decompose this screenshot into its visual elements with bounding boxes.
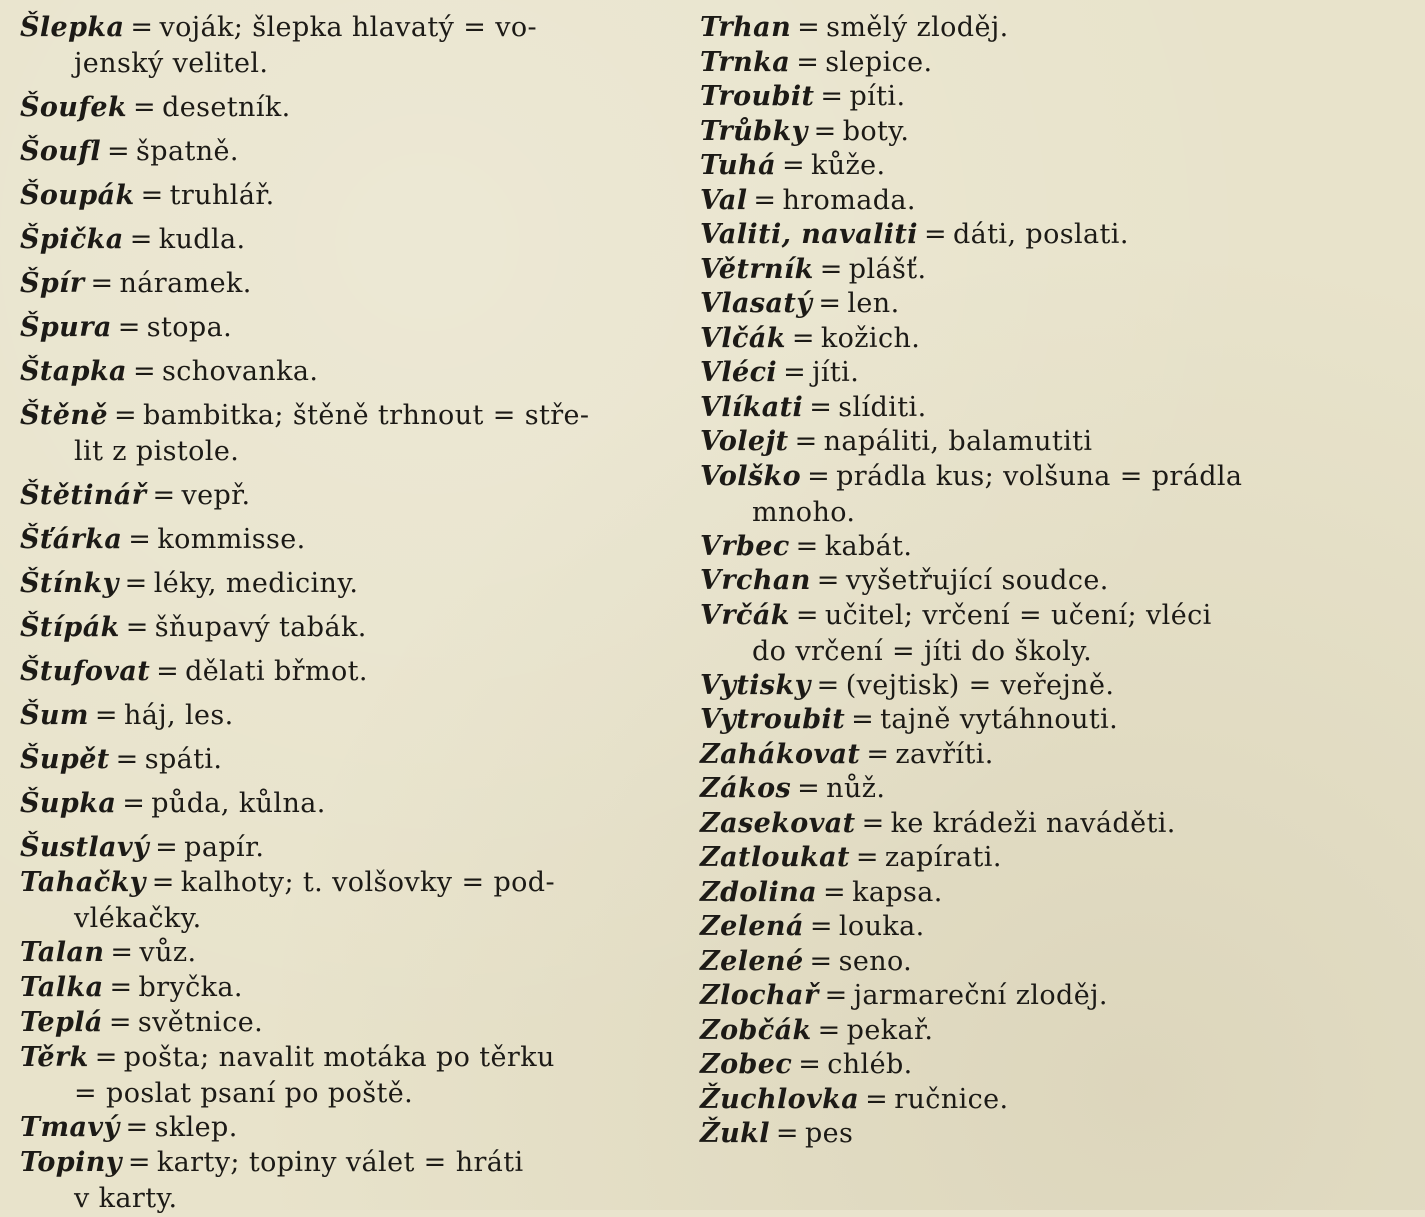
entry-definition: jarmareční zloděj. bbox=[853, 980, 1108, 1011]
entry-definition: napáliti, balamutiti bbox=[823, 426, 1093, 457]
glossary-entry bbox=[20, 134, 660, 178]
equals-sign: = bbox=[866, 738, 890, 770]
equals-sign: = bbox=[133, 92, 157, 123]
equals-sign: = bbox=[796, 46, 820, 78]
entry-definition: kapsa. bbox=[852, 876, 943, 908]
equals-sign: = bbox=[819, 253, 843, 285]
equals-sign: = bbox=[851, 704, 875, 735]
entry-term: Tahačky bbox=[20, 867, 146, 898]
entry-definition: schovanka. bbox=[161, 356, 319, 387]
entry-term: Trůbky bbox=[700, 115, 808, 147]
entry-term: Talan bbox=[20, 937, 105, 968]
glossary-entry bbox=[20, 654, 660, 698]
entry-term: Volško bbox=[700, 460, 802, 492]
equals-sign: = bbox=[797, 773, 821, 804]
entry-term: Šupka bbox=[20, 788, 117, 819]
entry-definition: truhlář. bbox=[169, 180, 275, 211]
entry-definition: léky, mediciny. bbox=[153, 568, 359, 599]
entry-term: Zelená bbox=[700, 911, 804, 942]
glossary-entry bbox=[700, 529, 1400, 564]
entry-definition: seno. bbox=[838, 945, 913, 977]
glossary-entry bbox=[20, 830, 660, 865]
equals-sign: = bbox=[791, 322, 815, 354]
equals-sign: = bbox=[140, 180, 164, 211]
glossary-entry bbox=[700, 148, 1400, 183]
entry-definition: náramek. bbox=[119, 268, 252, 299]
entry-definition: tajně vytáhnouti. bbox=[880, 704, 1119, 735]
equals-sign: = bbox=[794, 426, 818, 457]
entry-definition: kommisse. bbox=[157, 524, 306, 555]
entry-term: Šťárka bbox=[20, 524, 123, 555]
entry-term: Teplá bbox=[20, 1007, 103, 1038]
entry-definition: kalhoty; t. volšovky = pod- bbox=[180, 867, 555, 898]
glossary-entry bbox=[20, 566, 660, 610]
entry-definition: dělati břmot. bbox=[185, 656, 368, 687]
equals-sign: = bbox=[152, 480, 176, 511]
glossary-entry bbox=[700, 563, 1400, 598]
glossary-entry bbox=[700, 286, 1400, 321]
entry-definition: pes bbox=[804, 1118, 854, 1149]
glossary-entry bbox=[20, 1005, 660, 1040]
entry-definition: len. bbox=[847, 288, 900, 319]
entry-term: Vytroubit bbox=[700, 704, 846, 735]
glossary-entry bbox=[700, 702, 1400, 737]
entry-term: Šoufek bbox=[20, 92, 128, 123]
equals-sign: = bbox=[797, 12, 821, 43]
glossary-entry bbox=[700, 355, 1400, 390]
entry-term: Vrbec bbox=[700, 530, 790, 562]
glossary-entry bbox=[20, 1110, 660, 1145]
equals-sign: = bbox=[809, 945, 833, 977]
entry-term: Zatloukat bbox=[700, 842, 850, 873]
entry-definition: jíti. bbox=[812, 357, 860, 388]
glossary-entry bbox=[20, 935, 660, 970]
entry-term: Šoupák bbox=[20, 180, 135, 211]
entry-definition: bryčka. bbox=[138, 972, 243, 1003]
entry-definition: zavříti. bbox=[895, 738, 994, 770]
glossary-entry bbox=[20, 698, 660, 742]
glossary-entry bbox=[700, 459, 1400, 529]
entry-term: Těrk bbox=[20, 1042, 89, 1073]
equals-sign: = bbox=[775, 1118, 799, 1149]
glossary-entry bbox=[20, 266, 660, 310]
glossary-entry bbox=[700, 390, 1400, 425]
entry-definition: kudla. bbox=[158, 224, 246, 255]
entry-term: Vrchan bbox=[700, 565, 811, 596]
equals-sign: = bbox=[816, 565, 840, 596]
entry-term: Štěně bbox=[20, 400, 108, 431]
glossary-entry bbox=[20, 10, 660, 90]
entry-continuation: do vrčení = jíti do školy. bbox=[752, 635, 1093, 667]
entry-definition: šňupavý tabák. bbox=[154, 612, 367, 643]
entry-term: Val bbox=[700, 184, 748, 216]
glossary-entry bbox=[700, 183, 1400, 218]
entry-term: Valiti, navaliti bbox=[700, 219, 918, 250]
glossary-entry bbox=[700, 1013, 1400, 1048]
entry-definition: vepř. bbox=[181, 480, 251, 511]
entry-term: Troubit bbox=[700, 81, 815, 112]
equals-sign: = bbox=[122, 788, 146, 819]
entry-definition: karty; topiny válet = hráti bbox=[156, 1147, 524, 1178]
entry-definition: stopa. bbox=[146, 312, 233, 343]
entry-term: Žukl bbox=[700, 1118, 770, 1149]
entry-definition: kůže. bbox=[811, 150, 886, 181]
equals-sign: = bbox=[94, 700, 118, 731]
left-entry-list bbox=[20, 10, 660, 1215]
entry-definition: bambitka; štěně trhnout = stře- bbox=[143, 400, 590, 431]
entry-term: Špura bbox=[20, 312, 112, 343]
entry-definition: prádla kus; volšuna = prádla bbox=[836, 460, 1243, 492]
entry-term: Štípák bbox=[20, 612, 120, 643]
equals-sign: = bbox=[125, 612, 149, 643]
entry-term: Vytisky bbox=[700, 669, 811, 701]
glossary-entry bbox=[20, 178, 660, 222]
entry-definition: louka. bbox=[838, 911, 925, 942]
equals-sign: = bbox=[861, 807, 885, 839]
entry-term: Vléci bbox=[700, 357, 778, 388]
glossary-entry bbox=[700, 321, 1400, 356]
entry-term: Zahákovat bbox=[700, 738, 861, 770]
glossary-entry bbox=[700, 771, 1400, 806]
entry-term: Štětinář bbox=[20, 480, 147, 511]
equals-sign: = bbox=[124, 568, 148, 599]
entry-term: Zákos bbox=[700, 773, 792, 804]
equals-sign: = bbox=[817, 1014, 841, 1046]
entry-term: Šupět bbox=[20, 744, 110, 775]
entry-definition: vyšetřující soudce. bbox=[845, 565, 1109, 596]
glossary-entry bbox=[700, 737, 1400, 772]
entry-definition: dáti, poslati. bbox=[953, 219, 1129, 250]
entry-continuation: jenský velitel. bbox=[74, 48, 269, 79]
entry-term: Špír bbox=[20, 268, 85, 299]
right-column bbox=[700, 10, 1400, 1151]
left-column bbox=[20, 10, 660, 1215]
glossary-entry bbox=[700, 875, 1400, 910]
entry-definition: píti. bbox=[849, 81, 906, 112]
equals-sign: = bbox=[90, 268, 114, 299]
equals-sign: = bbox=[783, 357, 807, 388]
glossary-entry bbox=[20, 1040, 660, 1110]
entry-definition: kabát. bbox=[824, 530, 913, 562]
entry-continuation: v karty. bbox=[74, 1183, 178, 1214]
equals-sign: = bbox=[795, 599, 819, 631]
equals-sign: = bbox=[807, 460, 831, 492]
entry-term: Tuhá bbox=[700, 150, 776, 181]
entry-term: Vlasatý bbox=[700, 288, 813, 319]
entry-definition: slepice. bbox=[825, 46, 933, 78]
entry-term: Zdolina bbox=[700, 876, 818, 908]
entry-definition: (vejtisk) = veřejně. bbox=[845, 669, 1115, 701]
glossary-entry bbox=[700, 978, 1400, 1013]
entry-definition: pekař. bbox=[846, 1014, 934, 1046]
equals-sign: = bbox=[818, 288, 842, 319]
equals-sign: = bbox=[125, 1112, 149, 1143]
entry-term: Zobec bbox=[700, 1049, 793, 1080]
entry-term: Topiny bbox=[20, 1147, 122, 1178]
entry-definition: kožich. bbox=[820, 322, 921, 354]
entry-term: Šum bbox=[20, 700, 89, 731]
entry-term: Talka bbox=[20, 972, 104, 1003]
entry-definition: háj, les. bbox=[123, 700, 234, 731]
equals-sign: = bbox=[113, 400, 137, 431]
entry-term: Zasekovat bbox=[700, 807, 856, 839]
entry-term: Špička bbox=[20, 224, 124, 255]
entry-definition: chléb. bbox=[827, 1049, 913, 1080]
entry-definition: pošta; navalit motáka po těrku bbox=[123, 1042, 555, 1073]
entry-continuation: mnoho. bbox=[752, 496, 856, 528]
glossary-entry bbox=[20, 222, 660, 266]
entry-term: Štapka bbox=[20, 356, 127, 387]
glossary-entry bbox=[700, 944, 1400, 979]
glossary-entry bbox=[20, 90, 660, 134]
entry-definition: spáti. bbox=[144, 744, 223, 775]
entry-term: Volejt bbox=[700, 426, 789, 457]
entry-definition: ručnice. bbox=[894, 1083, 1009, 1115]
equals-sign: = bbox=[865, 1083, 889, 1115]
equals-sign: = bbox=[816, 669, 840, 701]
equals-sign: = bbox=[809, 391, 833, 423]
entry-term: Šustlavý bbox=[20, 832, 150, 863]
equals-sign: = bbox=[127, 1147, 151, 1178]
entry-definition: půda, kůlna. bbox=[151, 788, 326, 819]
entry-definition: hromada. bbox=[782, 184, 916, 216]
equals-sign: = bbox=[781, 150, 805, 181]
equals-sign: = bbox=[753, 184, 777, 216]
glossary-entry bbox=[700, 909, 1400, 944]
equals-sign: = bbox=[809, 911, 833, 942]
glossary-entry bbox=[20, 478, 660, 522]
entry-term: Tmavý bbox=[20, 1112, 120, 1143]
entry-term: Šoufl bbox=[20, 136, 102, 167]
equals-sign: = bbox=[109, 972, 133, 1003]
glossary-entry bbox=[700, 668, 1400, 703]
glossary-entry bbox=[20, 786, 660, 830]
entry-definition: nůž. bbox=[826, 773, 886, 804]
equals-sign: = bbox=[107, 136, 131, 167]
glossary-entry bbox=[20, 865, 660, 935]
equals-sign: = bbox=[115, 744, 139, 775]
equals-sign: = bbox=[108, 1007, 132, 1038]
glossary-entry bbox=[20, 970, 660, 1005]
entry-definition: plášť. bbox=[848, 253, 927, 285]
entry-term: Trnka bbox=[700, 46, 791, 78]
equals-sign: = bbox=[798, 1049, 822, 1080]
glossary-entry bbox=[20, 610, 660, 654]
equals-sign: = bbox=[855, 842, 879, 873]
entry-term: Šlepka bbox=[20, 12, 125, 43]
entry-definition: smělý zloděj. bbox=[826, 12, 1009, 43]
entry-definition: špatně. bbox=[136, 136, 239, 167]
entry-definition: učitel; vrčení = učení; vléci bbox=[824, 599, 1212, 631]
entry-term: Štufovat bbox=[20, 656, 151, 687]
glossary-entry bbox=[700, 114, 1400, 149]
glossary-entry bbox=[700, 252, 1400, 287]
entry-definition: zapírati. bbox=[884, 842, 1002, 873]
equals-sign: = bbox=[110, 937, 134, 968]
entry-term: Trhan bbox=[700, 12, 792, 43]
entry-definition: voják; šlepka hlavatý = vo- bbox=[159, 12, 538, 43]
glossary-entry bbox=[700, 1082, 1400, 1117]
entry-term: Zelené bbox=[700, 945, 804, 977]
equals-sign: = bbox=[129, 224, 153, 255]
equals-sign: = bbox=[94, 1042, 118, 1073]
entry-term: Vlíkati bbox=[700, 391, 804, 423]
glossary-entry bbox=[20, 354, 660, 398]
glossary-entry bbox=[20, 1145, 660, 1215]
entry-definition: papír. bbox=[184, 832, 265, 863]
entry-term: Vlčák bbox=[700, 322, 786, 354]
glossary-entry bbox=[700, 79, 1400, 114]
equals-sign: = bbox=[117, 312, 141, 343]
equals-sign: = bbox=[813, 115, 837, 147]
entry-term: Zlochař bbox=[700, 980, 819, 1011]
equals-sign: = bbox=[130, 12, 154, 43]
equals-sign: = bbox=[155, 832, 179, 863]
entry-definition: ke krádeži naváděti. bbox=[890, 807, 1176, 839]
entry-term: Vrčák bbox=[700, 599, 790, 631]
glossary-entry bbox=[20, 310, 660, 354]
glossary-entry bbox=[20, 522, 660, 566]
entry-term: Zobčák bbox=[700, 1014, 812, 1046]
entry-term: Větrník bbox=[700, 253, 814, 285]
glossary-entry bbox=[700, 598, 1400, 668]
equals-sign: = bbox=[156, 656, 180, 687]
equals-sign: = bbox=[151, 867, 175, 898]
entry-term: Žuchlovka bbox=[700, 1083, 860, 1115]
equals-sign: = bbox=[132, 356, 156, 387]
glossary-entry bbox=[700, 10, 1400, 45]
glossary-entry bbox=[700, 1047, 1400, 1082]
entry-definition: světnice. bbox=[137, 1007, 264, 1038]
glossary-entry bbox=[20, 742, 660, 786]
entry-continuation: lit z pistole. bbox=[74, 436, 240, 467]
equals-sign: = bbox=[923, 219, 947, 250]
right-entry-list bbox=[700, 10, 1400, 1151]
entry-definition: sklep. bbox=[154, 1112, 238, 1143]
glossary-entry bbox=[700, 840, 1400, 875]
entry-continuation: = poslat psaní po poště. bbox=[74, 1078, 414, 1109]
entry-definition: desetník. bbox=[162, 92, 291, 123]
glossary-entry bbox=[700, 806, 1400, 841]
equals-sign: = bbox=[795, 530, 819, 562]
equals-sign: = bbox=[128, 524, 152, 555]
glossary-entry bbox=[20, 398, 660, 478]
equals-sign: = bbox=[824, 980, 848, 1011]
glossary-entry bbox=[700, 1116, 1400, 1151]
glossary-entry bbox=[700, 217, 1400, 252]
glossary-entry bbox=[700, 45, 1400, 80]
equals-sign: = bbox=[820, 81, 844, 112]
entry-continuation: vlékačky. bbox=[74, 903, 202, 934]
entry-term: Štínky bbox=[20, 568, 119, 599]
equals-sign: = bbox=[823, 876, 847, 908]
glossary-entry bbox=[700, 424, 1400, 459]
entry-definition: vůz. bbox=[139, 937, 197, 968]
entry-definition: boty. bbox=[842, 115, 910, 147]
entry-definition: slíditi. bbox=[838, 391, 927, 423]
